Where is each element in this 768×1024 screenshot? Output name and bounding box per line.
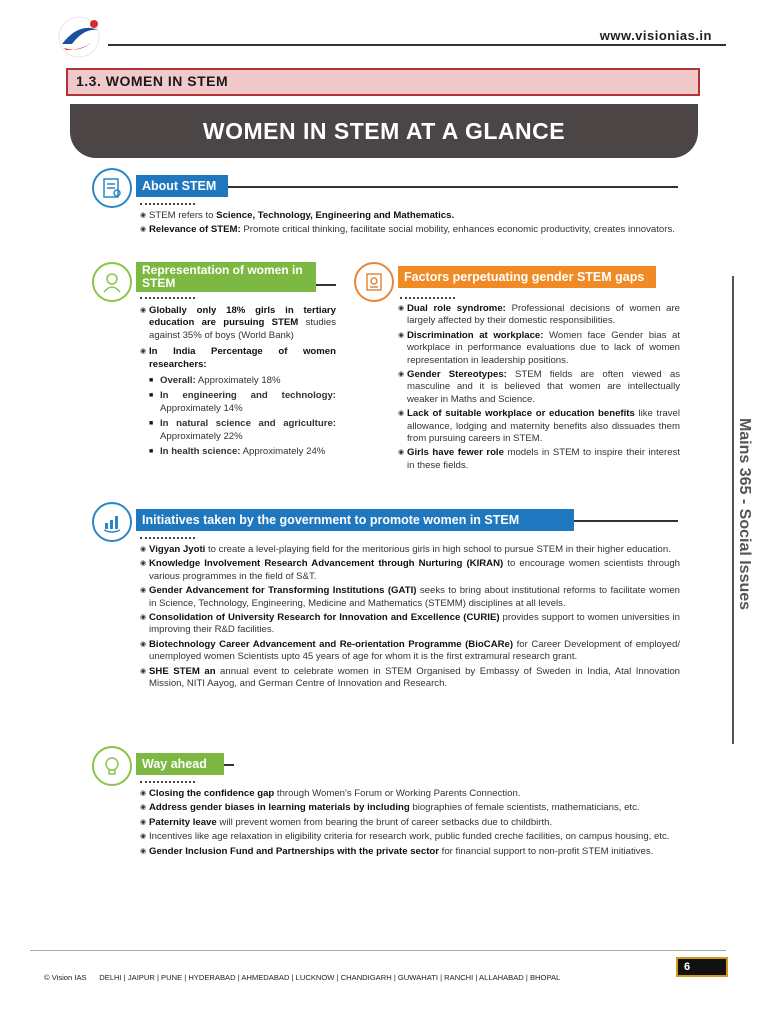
- list-item: ◉ Gender Stereotypes: STEM fields are often viewed as masculine and it is believed that women are intellectually weaker in Maths and Science.: [398, 369, 680, 406]
- list-item: ◉ Girls have fewer role models in STEM to inspire their interest in these fields.: [398, 447, 680, 472]
- factors-list: [398, 303, 680, 474]
- section-title-bar: [66, 68, 700, 96]
- vision-ias-logo-icon: [56, 14, 102, 60]
- factors-dots: [400, 297, 455, 299]
- about-stem-list: [140, 210, 680, 239]
- about-stem-icon: [92, 168, 132, 208]
- list-item: ■ In natural science and agriculture: Approximately 22%: [140, 418, 336, 443]
- footer-rule: [30, 950, 726, 951]
- footer-cities: DELHI | JAIPUR | PUNE | HYDERABAD | AHMEDABAD | LUCKNOW | CHANDIGARH | GUWAHATI | RANCHI | ALLAHABAD | BHOPAL: [99, 973, 561, 982]
- header-rule: [108, 44, 726, 46]
- about-stem-heading: About STEM: [136, 175, 228, 197]
- list-item: ◉ SHE STEM an annual event to celebrate women in STEM Organised by Embassy of Sweden in India, Atal Innovation Mission, NITI Aayog, and German Centre of Innovation and Research.: [140, 666, 680, 691]
- factors-heading: Factors perpetuating gender STEM gaps: [398, 266, 656, 288]
- representation-heading: Representation of women in STEM: [136, 262, 316, 292]
- list-item: ◉ Consolidation of University Research for Innovation and Excellence (CURIE) provides support to women universities in improving their R&D facilities.: [140, 612, 680, 637]
- initiatives-rule: [574, 520, 678, 522]
- way-ahead-list: [140, 788, 680, 860]
- initiatives-heading: Initiatives taken by the government to promote women in STEM: [136, 509, 574, 531]
- side-label-text: Mains 365 - Social Issues: [736, 417, 753, 611]
- list-item: ◉ Address gender biases in learning materials by including biographies of female scientists, mathematicians, etc.: [140, 802, 680, 814]
- list-item: ◉ Gender Advancement for Transforming Institutions (GATI) seeks to bring about institutional reforms to facilitate women in Science, Technology, Engineering, Medicine and Mathematics (STEMM) disciplines at all levels.: [140, 585, 680, 610]
- banner-title: WOMEN IN STEM AT A GLANCE: [202, 118, 566, 144]
- list-item: ◉ Incentives like age relaxation in eligibility criteria for research work, public funded creche facilities, on campus housing, etc.: [140, 831, 680, 843]
- about-dots: [140, 203, 195, 205]
- page-banner: [70, 104, 698, 158]
- list-item: ◉ Gender Inclusion Fund and Partnerships with the private sector for financial support to non-profit STEM initiatives.: [140, 846, 680, 858]
- list-item: ◉ Lack of suitable workplace or education benefits like travel allowance, lodging and maternity benefits also dissuades them from pursuing careers in STEM.: [398, 408, 680, 445]
- side-label: [734, 404, 754, 624]
- way-ahead-dots: [140, 781, 195, 783]
- list-item: ◉ Discrimination at workplace: Women face Gender bias at workplace in performance evaluations due to lack of women representation in leadership positions.: [398, 330, 680, 367]
- lightbulb-icon: [92, 746, 132, 786]
- initiatives-list: [140, 544, 680, 692]
- list-item: ◉ Relevance of STEM: Promote critical thinking, facilitate social mobility, enhances economic productivity, creates innovators.: [140, 224, 680, 236]
- list-item: ■ In health science: Approximately 24%: [140, 446, 336, 458]
- list-item: ◉ Paternity leave will prevent women from bearing the brunt of career setbacks due to childbirth.: [140, 817, 680, 829]
- about-stem-rule: [228, 186, 678, 188]
- list-item: ■ In engineering and technology: Approximately 14%: [140, 390, 336, 415]
- site-url[interactable]: www.visionias.in: [599, 28, 712, 43]
- page-number: 6: [676, 957, 728, 977]
- list-item: ◉ In India Percentage of women researchers:: [140, 346, 336, 371]
- list-item: ◉ Globally only 18% girls in tertiary education are pursuing STEM studies against 35% of boys (World Bank): [140, 305, 336, 342]
- representation-list: [140, 305, 336, 461]
- representation-dots: [140, 297, 195, 299]
- footer: [44, 973, 560, 982]
- woman-icon: [92, 262, 132, 302]
- way-ahead-rule: [224, 764, 234, 766]
- list-item: ◉ Vigyan Jyoti to create a level-playing field for the meritorious girls in high school to pursue STEM in their higher education.: [140, 544, 680, 556]
- list-item: ◉ Dual role syndrome: Professional decisions of women are largely affected by their domestic responsibilities.: [398, 303, 680, 328]
- list-item: ◉ STEM refers to Science, Technology, Engineering and Mathematics.: [140, 210, 680, 222]
- way-ahead-heading: Way ahead: [136, 753, 224, 775]
- list-item: ◉ Closing the confidence gap through Women's Forum or Working Parents Connection.: [140, 788, 680, 800]
- list-item: ◉ Biotechnology Career Advancement and Re-orientation Programme (BioCARe) for Career Development of employed/ unemployed women Scientists upto 45 years of age for whom it is the first extramural research grant.: [140, 639, 680, 664]
- certificate-icon: [354, 262, 394, 302]
- initiatives-dots: [140, 537, 195, 539]
- list-item: ■ Overall: Approximately 18%: [140, 375, 336, 387]
- representation-rule: [316, 284, 336, 286]
- footer-copyright: © Vision IAS: [44, 973, 87, 982]
- list-item: ◉ Knowledge Involvement Research Advancement through Nurturing (KIRAN) to encourage women scientists through various programmes in the field of S&T.: [140, 558, 680, 583]
- growth-chart-icon: [92, 502, 132, 542]
- section-title: 1.3. WOMEN IN STEM: [76, 73, 229, 89]
